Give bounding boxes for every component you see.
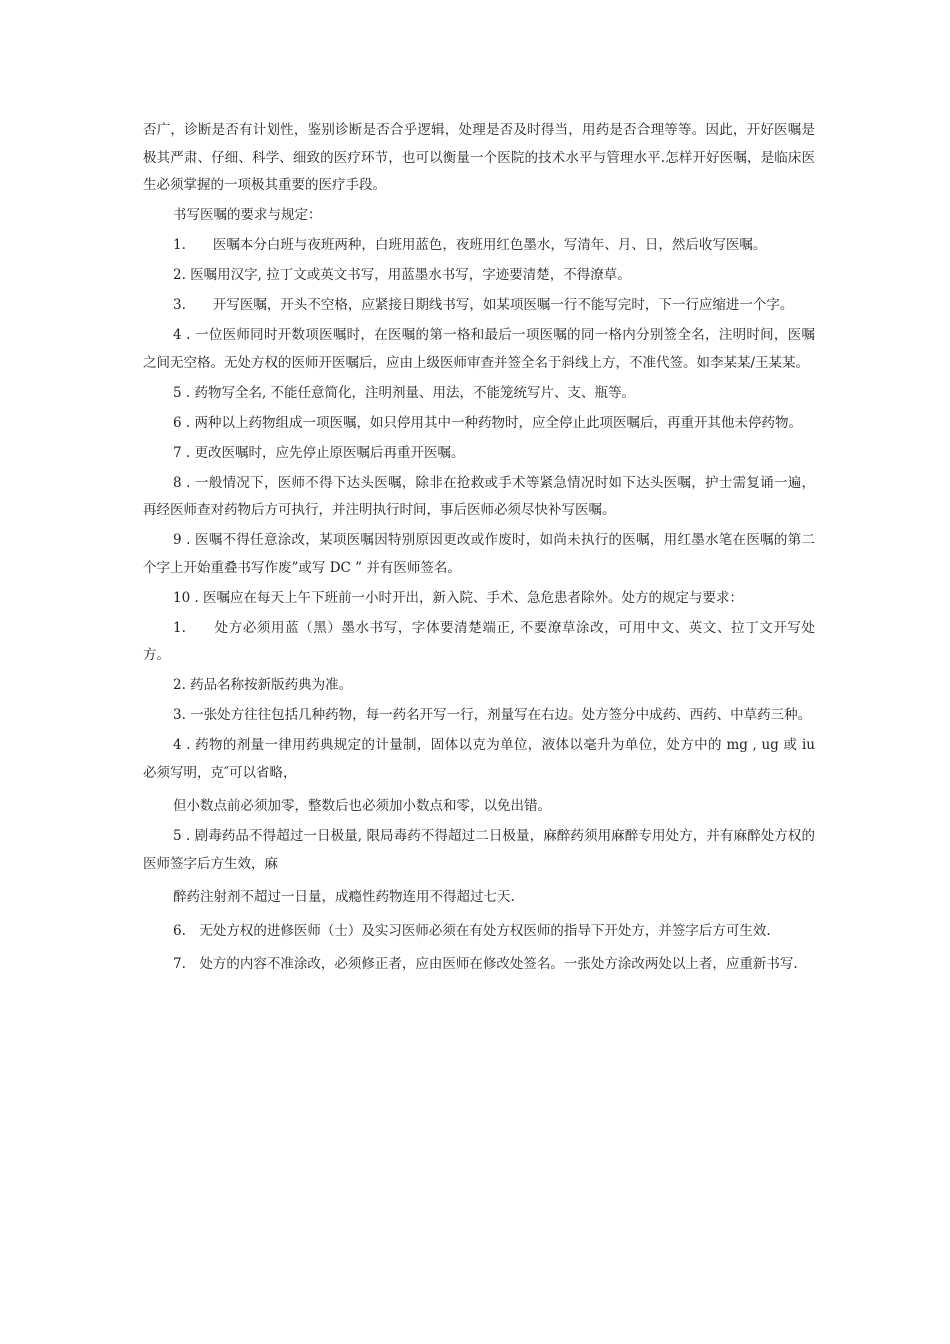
order-rule-10: 10 . 医嘱应在每天上午下班前一小时开出，新入院、手术、急危患者除外。处方的规定与要求： <box>173 589 744 606</box>
prescription-rule-2: 2. 药品名称按新版药典为准。 <box>173 677 353 693</box>
document-body <box>143 117 815 981</box>
prescription-rule-3: 3. 一张处方往往包括几种药物，每一药名开写一行，剂量写在右边。处方签分中成药、西药、中草药三种。 <box>173 707 812 723</box>
prescription-rule-1: 1. 处方必须用蓝（黑）墨水书写，字体要清楚端正, 不要潦草涂改，可用中文、英文、拉丁文开写处方。 <box>143 619 815 663</box>
paragraph-intro: 否广，诊断是否有计划性，鉴别诊断是否合乎逻辑，处理是否及时得当，用药是否合理等等。因此，开好医嘱是极其严肃、仔细、科学、细致的医疗环节，也可以衡量一个医院的技术水平与管理水平.怎样开好医嘱，是临床医生必须掌握的一项极其重要的医疗手段。 <box>143 122 815 193</box>
order-rule-9: 9 . 医嘱不得任意涂改，某项医嘱因特别原因更改或作废时，如尚未执行的医嘱，用红墨水笔在医嘱的第二个字上开始重叠书写作废”或写 DC ” 并有医师签名。 <box>143 532 815 576</box>
order-rule-4: 4 . 一位医师同时开数项医嘱时，在医嘱的第一格和最后一项医嘱的同一格内分别签全名，注明时间，医嘱之间无空格。无处方权的医师开医嘱后，应由上级医师审查并签全名于斜线上方，不准代签。如李某某/王某某。 <box>143 327 815 371</box>
prescription-rule-5-cont: 醉药注射剂不超过一日量，成瘾性药物连用不得超过七天. <box>173 889 515 905</box>
order-rule-5: 5 . 药物写全名, 不能任意简化，注明剂量、用法，不能笼统写片、支、瓶等。 <box>173 384 636 401</box>
order-rule-3: 3. 开写医嘱，开头不空格，应紧接日期线书写，如某项医嘱一行不能写完时，下一行应缩进一个字。 <box>173 297 794 313</box>
order-rule-2: 2. 医嘱用汉字, 拉丁文或英文书写，用蓝墨水书写，字迹要清楚，不得潦草。 <box>173 267 631 283</box>
prescription-rule-4: 4 . 药物的剂量一律用药典规定的计量制，固体以克为单位，液体以毫升为单位，处方中的 mg , ug 或 iu 必须写明，克″可以省略， <box>143 737 815 781</box>
prescription-rule-4-cont: 但小数点前必须加零，整数后也必须加小数点和零，以免出错。 <box>173 798 551 814</box>
order-rule-8: 8 . 一般情况下，医师不得下达头医嘱，除非在抢救或手术等紧急情况时如下达头医嘱，护士需复诵一遍，再经医师查对药物后方可执行，并注明执行时间，事后医师必须尽快补写医嘱。 <box>143 474 815 518</box>
prescription-rule-5: 5 . 剧毒药品不得超过一日极量, 限局毒药不得超过二日极量，麻醉药须用麻醉专用处方，并有麻醉处方权的医师签字后方生效，麻 <box>143 828 815 872</box>
order-rule-7: 7 . 更改医嘱时，应先停止原医嘱后再重开医嘱。 <box>173 444 465 461</box>
section-heading-orders: 书写医嘱的要求与规定： <box>173 207 322 223</box>
order-rule-6: 6 . 两种以上药物组成一项医嘱，如只停用其中一种药物时，应全停止此项医嘱后，再重开其他未停药物。 <box>173 414 802 431</box>
prescription-rule-7: 7. 处方的内容不准涂改，必须修正者，应由医师在修改处签名。一张处方涂改两处以上者，应重新书写. <box>173 956 798 972</box>
prescription-rule-6: 6. 无处方权的进修医师（士）及实习医师必须在有处方权医师的指导下开处方，并签字后方可生效. <box>173 922 771 939</box>
order-rule-1: 1. 医嘱本分白班与夜班两种，白班用蓝色，夜班用红色墨水，写清年、月、日，然后收写医嘱。 <box>173 237 767 253</box>
